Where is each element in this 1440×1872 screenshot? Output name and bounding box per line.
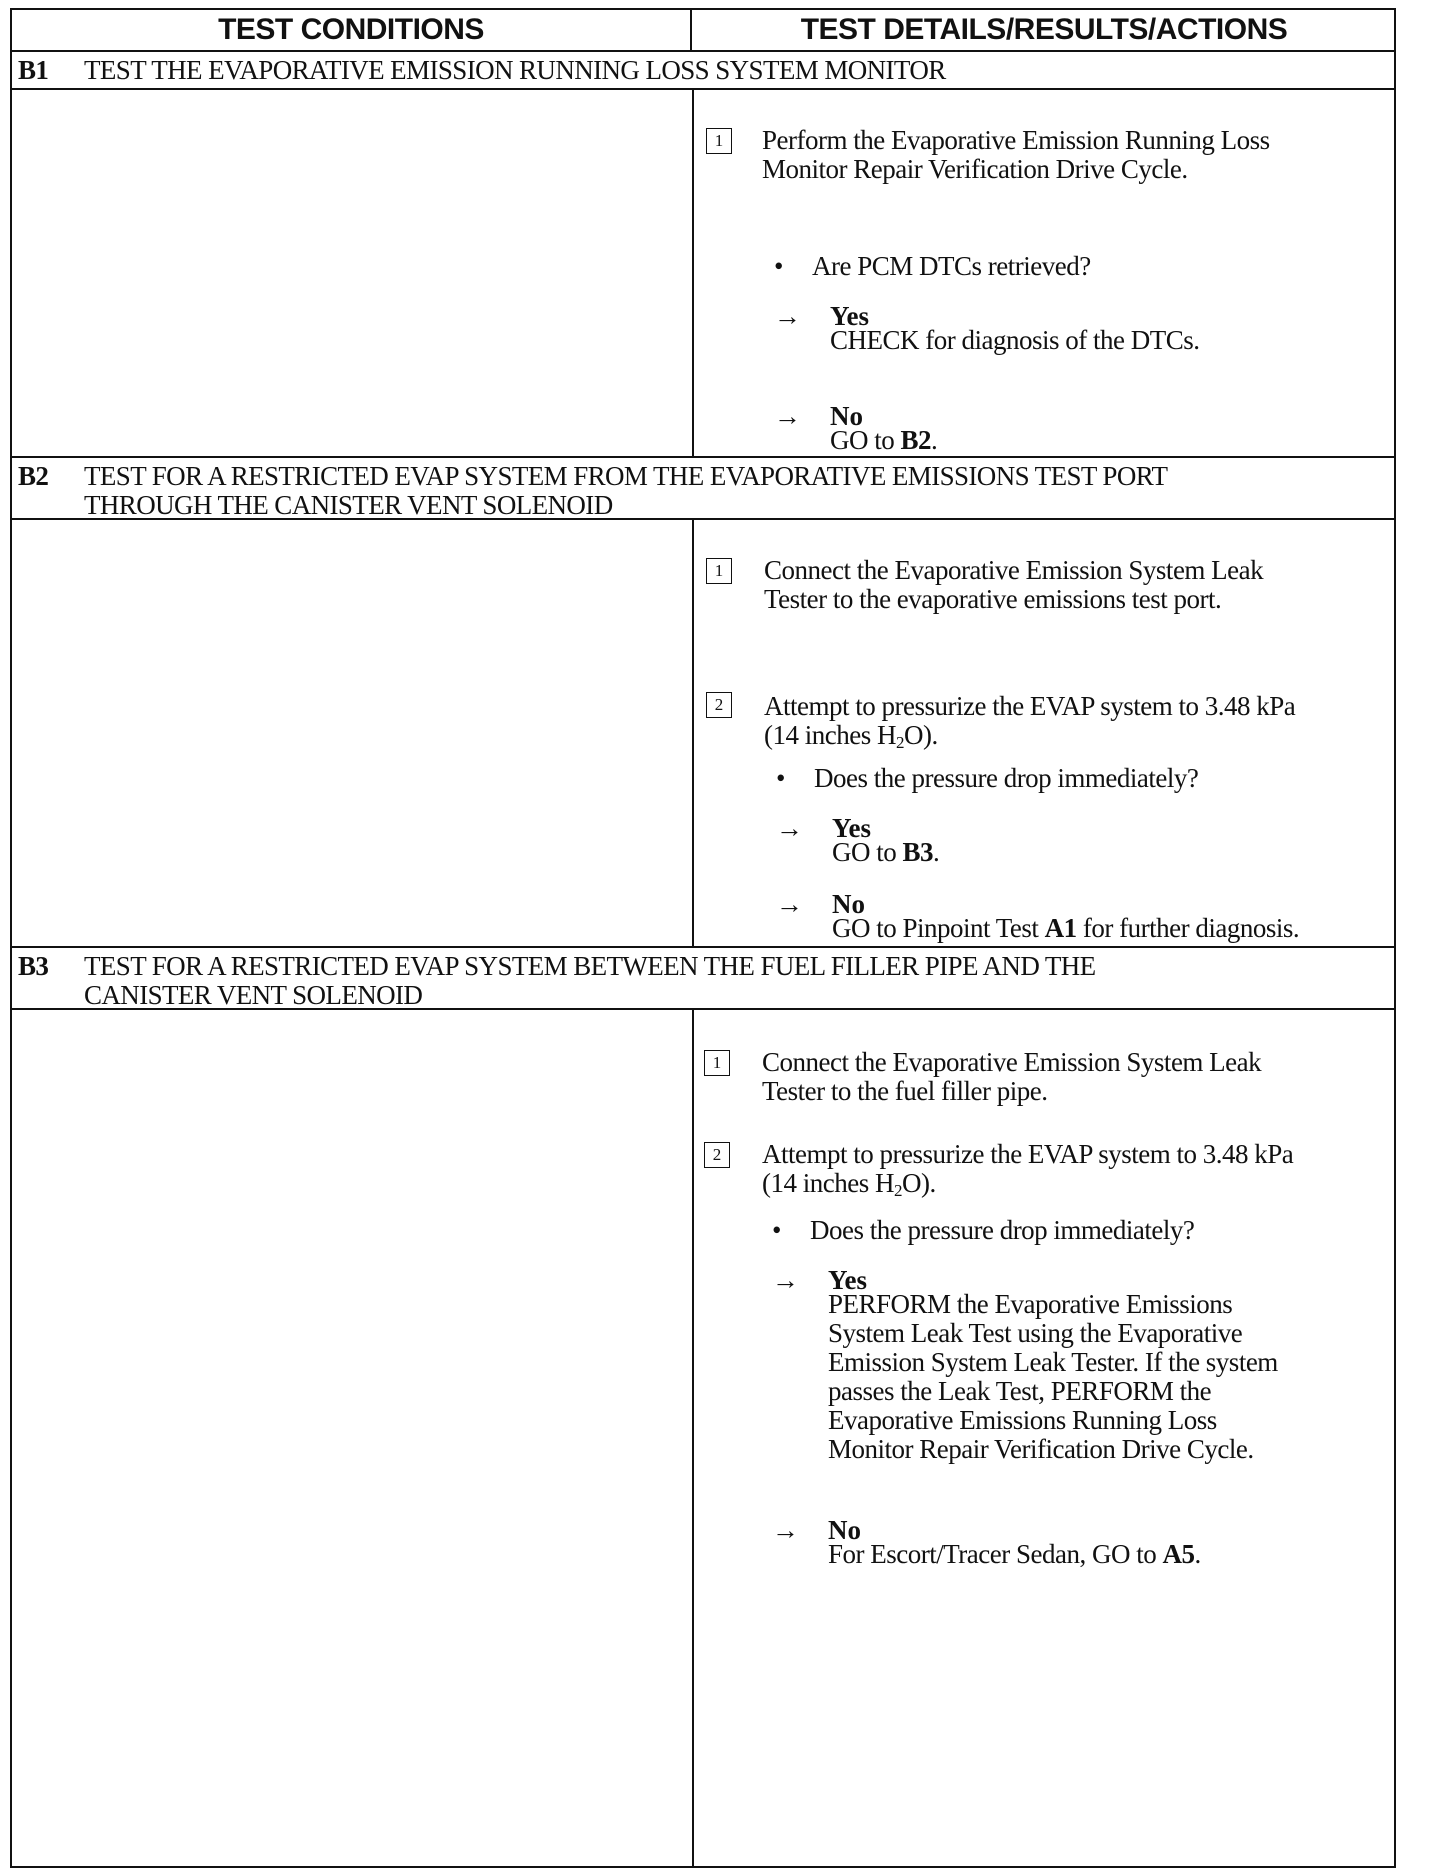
action-line: Evaporative Emissions Running Loss — [828, 1405, 1217, 1435]
action-text: . — [931, 425, 938, 455]
subscript: 2 — [895, 733, 904, 752]
arrow-right-icon: → — [772, 1265, 799, 1295]
step-instruction — [762, 1048, 1261, 1106]
action-line: PERFORM the Evaporative Emissions — [828, 1289, 1233, 1319]
column-divider — [692, 90, 694, 456]
no-label: No — [830, 401, 863, 431]
step-b2-body — [12, 520, 1394, 948]
step-number-box: 1 — [706, 558, 732, 584]
title-line: THROUGH THE CANISTER VENT SOLENOID — [84, 490, 613, 520]
step-instruction — [762, 126, 1270, 184]
instruction-line: Attempt to pressurize the EVAP system to 3.48 kPa — [762, 1139, 1294, 1169]
no-label: No — [832, 889, 865, 919]
instruction-line: Tester to the evaporative emissions test port. — [764, 584, 1222, 614]
step-reference: A1 — [1044, 913, 1077, 943]
yes-label: Yes — [832, 813, 871, 843]
step-reference: B3 — [902, 837, 934, 867]
step-reference: A5 — [1162, 1539, 1195, 1569]
header-test-conditions: TEST CONDITIONS — [12, 10, 692, 52]
no-label: No — [828, 1515, 861, 1545]
no-action — [832, 914, 1299, 943]
no-action — [830, 426, 937, 455]
question-text: Does the pressure drop immediately? — [810, 1215, 1195, 1245]
instruction-line: Connect the Evaporative Emission System Leak — [764, 555, 1264, 585]
title-line: TEST FOR A RESTRICTED EVAP SYSTEM FROM THE EVAPORATIVE EMISSIONS TEST PORT — [84, 461, 1168, 491]
step-b1-header — [12, 52, 1394, 90]
step-instruction — [764, 692, 1295, 750]
arrow-right-icon: → — [776, 889, 803, 919]
title-line: CANISTER VENT SOLENOID — [84, 980, 423, 1010]
step-number-box: 2 — [706, 692, 732, 718]
header-test-details: TEST DETAILS/RESULTS/ACTIONS — [692, 10, 1396, 52]
instruction-line: Perform the Evaporative Emission Running Loss — [762, 125, 1270, 155]
arrow-right-icon: → — [774, 401, 801, 431]
yes-label: Yes — [828, 1265, 867, 1295]
arrow-right-icon: → — [772, 1515, 799, 1545]
subscript: 2 — [893, 1181, 902, 1200]
bullet-icon: • — [772, 1215, 782, 1245]
action-line: Emission System Leak Tester. If the system — [828, 1347, 1278, 1377]
step-b1-body — [12, 90, 1394, 458]
step-b3-header — [12, 948, 1394, 1010]
step-b1-id: B1 — [18, 55, 49, 85]
bullet-icon: • — [776, 763, 786, 793]
arrow-right-icon: → — [774, 301, 801, 331]
step-number-box: 1 — [704, 1050, 730, 1076]
step-b3-body — [12, 1010, 1394, 1866]
step-b2-title — [84, 462, 1374, 520]
action-text: for further diagnosis. — [1076, 913, 1300, 943]
instruction-line — [762, 1169, 1293, 1198]
instruction-text: O). — [903, 720, 938, 750]
instruction-line: Monitor Repair Verification Drive Cycle. — [762, 154, 1188, 184]
yes-label: Yes — [830, 301, 869, 331]
step-number-box: 1 — [706, 128, 732, 154]
action-text: . — [1194, 1539, 1201, 1569]
step-reference: B2 — [900, 425, 932, 455]
step-b3-id: B3 — [18, 951, 49, 981]
yes-action — [832, 838, 939, 867]
instruction-line: Tester to the fuel filler pipe. — [762, 1076, 1048, 1106]
instruction-text: O). — [901, 1168, 936, 1198]
diagnostic-table — [10, 8, 1396, 1868]
action-line: System Leak Test using the Evaporative — [828, 1318, 1243, 1348]
action-text: . — [933, 837, 940, 867]
step-number-box: 2 — [704, 1142, 730, 1168]
bullet-icon: • — [774, 251, 784, 281]
title-line: TEST FOR A RESTRICTED EVAP SYSTEM BETWEEN THE FUEL FILLER PIPE AND THE — [84, 951, 1096, 981]
question-text: Does the pressure drop immediately? — [814, 763, 1199, 793]
yes-action: CHECK for diagnosis of the DTCs. — [830, 325, 1200, 355]
instruction-line — [764, 721, 1295, 750]
step-b2-id: B2 — [18, 461, 49, 491]
step-instruction — [762, 1140, 1293, 1198]
action-text: GO to Pinpoint Test — [832, 913, 1045, 943]
action-text: GO to — [832, 837, 903, 867]
instruction-line: Connect the Evaporative Emission System Leak — [762, 1047, 1262, 1077]
no-action — [828, 1540, 1201, 1569]
action-line: passes the Leak Test, PERFORM the — [828, 1376, 1212, 1406]
action-line: Monitor Repair Verification Drive Cycle. — [828, 1434, 1254, 1464]
column-divider — [692, 520, 694, 946]
instruction-text: (14 inches H — [762, 1168, 894, 1198]
column-divider — [692, 1010, 694, 1866]
question-text: Are PCM DTCs retrieved? — [812, 251, 1091, 281]
instruction-text: (14 inches H — [764, 720, 896, 750]
step-instruction — [764, 556, 1263, 614]
arrow-right-icon: → — [776, 813, 803, 843]
instruction-line: Attempt to pressurize the EVAP system to 3.48 kPa — [764, 691, 1296, 721]
step-b1-title: TEST THE EVAPORATIVE EMISSION RUNNING LOSS SYSTEM MONITOR — [84, 55, 946, 85]
action-text: For Escort/Tracer Sedan, GO to — [828, 1539, 1163, 1569]
step-b2-header — [12, 458, 1394, 520]
step-b3-title — [84, 952, 1374, 1010]
action-text: GO to — [830, 425, 901, 455]
yes-action — [828, 1290, 1278, 1464]
